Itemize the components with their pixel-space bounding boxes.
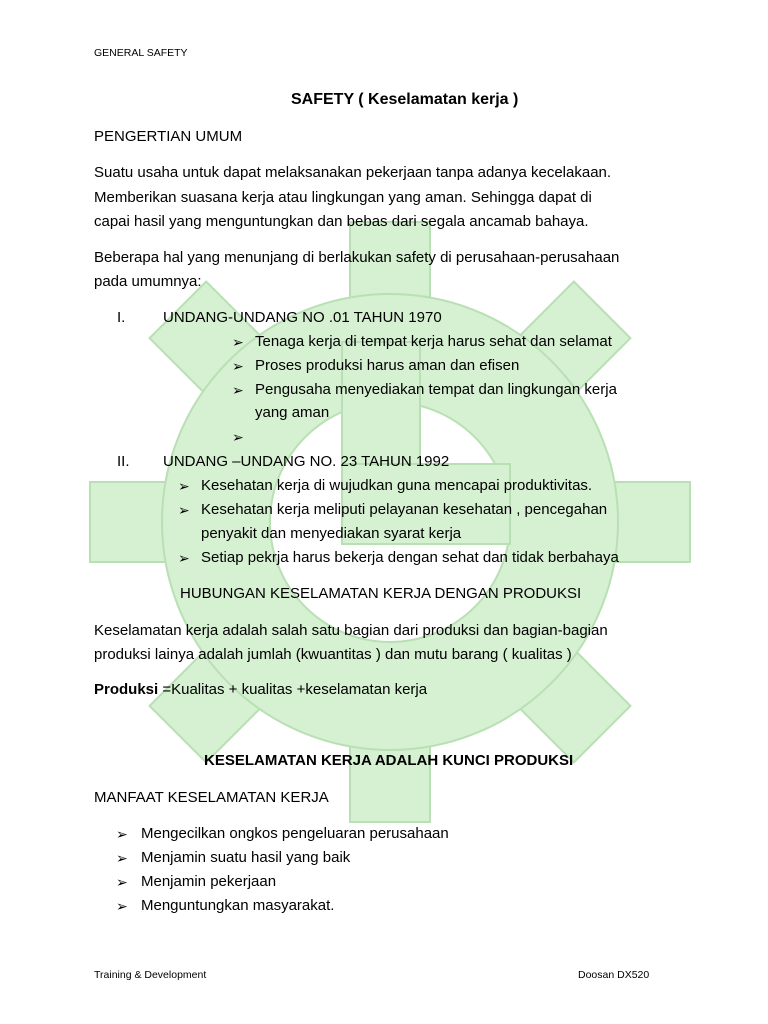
bullet-arrow-icon: ➢ — [232, 334, 244, 350]
law2-bullet: Kesehatan kerja meliputi pelayanan kesehatan , pencegahan — [201, 501, 608, 518]
page-title: SAFETY ( Keselamatan kerja ) — [291, 91, 519, 108]
manfaat-item: Menguntungkan masyarakat. — [141, 897, 335, 914]
bullet-arrow-icon: ➢ — [178, 478, 190, 494]
manfaat-item: Menjamin pekerjaan — [141, 873, 277, 890]
law1-bullet-continuation: yang aman — [255, 404, 330, 421]
footer-left: Training & Development — [94, 969, 207, 981]
law1-bullet: Pengusaha menyediakan tempat dan lingkungan kerja — [255, 381, 617, 398]
hubungan-heading: HUBUNGAN KESELAMATAN KERJA DENGAN PRODUKSI — [180, 585, 582, 602]
law2-title: UNDANG –UNDANG NO. 23 TAHUN 1992 — [163, 453, 450, 470]
manfaat-heading: MANFAAT KESELAMATAN KERJA — [94, 789, 329, 806]
law2-bullet-continuation: penyakit dan menyediakan syarat kerja — [201, 525, 462, 542]
manfaat-item: Mengecilkan ongkos pengeluaran perusahaan — [141, 825, 449, 842]
bullet-arrow-icon: ➢ — [116, 826, 128, 842]
law1-bullet: Proses produksi harus aman dan efisen — [255, 357, 520, 374]
law2-bullet: Kesehatan kerja di wujudkan guna mencapai produktivitas. — [201, 477, 593, 494]
bullet-arrow-icon: ➢ — [232, 358, 244, 374]
produksi-label: Produksi — [94, 681, 159, 698]
gear-icon — [80, 212, 700, 832]
hubungan-line: Keselamatan kerja adalah salah satu bagian dari produksi dan bagian-bagian — [94, 622, 608, 639]
produksi-formula-text: =Kualitas + kualitas +keselamatan kerja — [158, 681, 428, 698]
bullet-arrow-icon: ➢ — [232, 382, 244, 398]
intro-line: Suatu usaha untuk dapat melaksanakan pekerjaan tanpa adanya kecelakaan. — [94, 164, 612, 181]
produksi-formula — [94, 681, 427, 699]
intro-line: capai hasil yang menguntungkan dan bebas dari segala ancamab bahaya. — [94, 213, 589, 230]
section-pengertian-heading: PENGERTIAN UMUM — [94, 128, 243, 145]
law1-title: UNDANG-UNDANG NO .01 TAHUN 1970 — [163, 309, 442, 326]
header-label: GENERAL SAFETY — [94, 47, 188, 59]
law1-numeral: I. — [117, 309, 126, 326]
bullet-arrow-icon: ➢ — [116, 850, 128, 866]
footer-right: Doosan DX520 — [578, 969, 650, 981]
kunci-heading: KESELAMATAN KERJA ADALAH KUNCI PRODUKSI — [204, 752, 574, 769]
intro-line: Memberikan suasana kerja atau lingkungan yang aman. Sehingga dapat di — [94, 189, 592, 206]
law2-bullet: Setiap pekrja harus bekerja dengan sehat dan tidak berbahaya — [201, 549, 619, 566]
beberapa-line: pada umumnya: — [94, 273, 202, 290]
manfaat-item: Menjamin suatu hasil yang baik — [141, 849, 351, 866]
bullet-arrow-icon: ➢ — [116, 874, 128, 890]
hubungan-line: produksi lainya adalah jumlah (kwuantitas ) dan mutu barang ( kualitas ) — [94, 646, 572, 663]
law1-bullet: Tenaga kerja di tempat kerja harus sehat dan selamat — [255, 333, 612, 350]
bullet-arrow-icon: ➢ — [178, 502, 190, 518]
law2-numeral: II. — [117, 453, 130, 470]
bullet-arrow-icon: ➢ — [178, 550, 190, 566]
beberapa-line: Beberapa hal yang menunjang di berlakukan safety di perusahaan-perusahaan — [94, 249, 620, 266]
bullet-arrow-icon: ➢ — [116, 898, 128, 914]
bullet-arrow-icon: ➢ — [232, 429, 244, 445]
